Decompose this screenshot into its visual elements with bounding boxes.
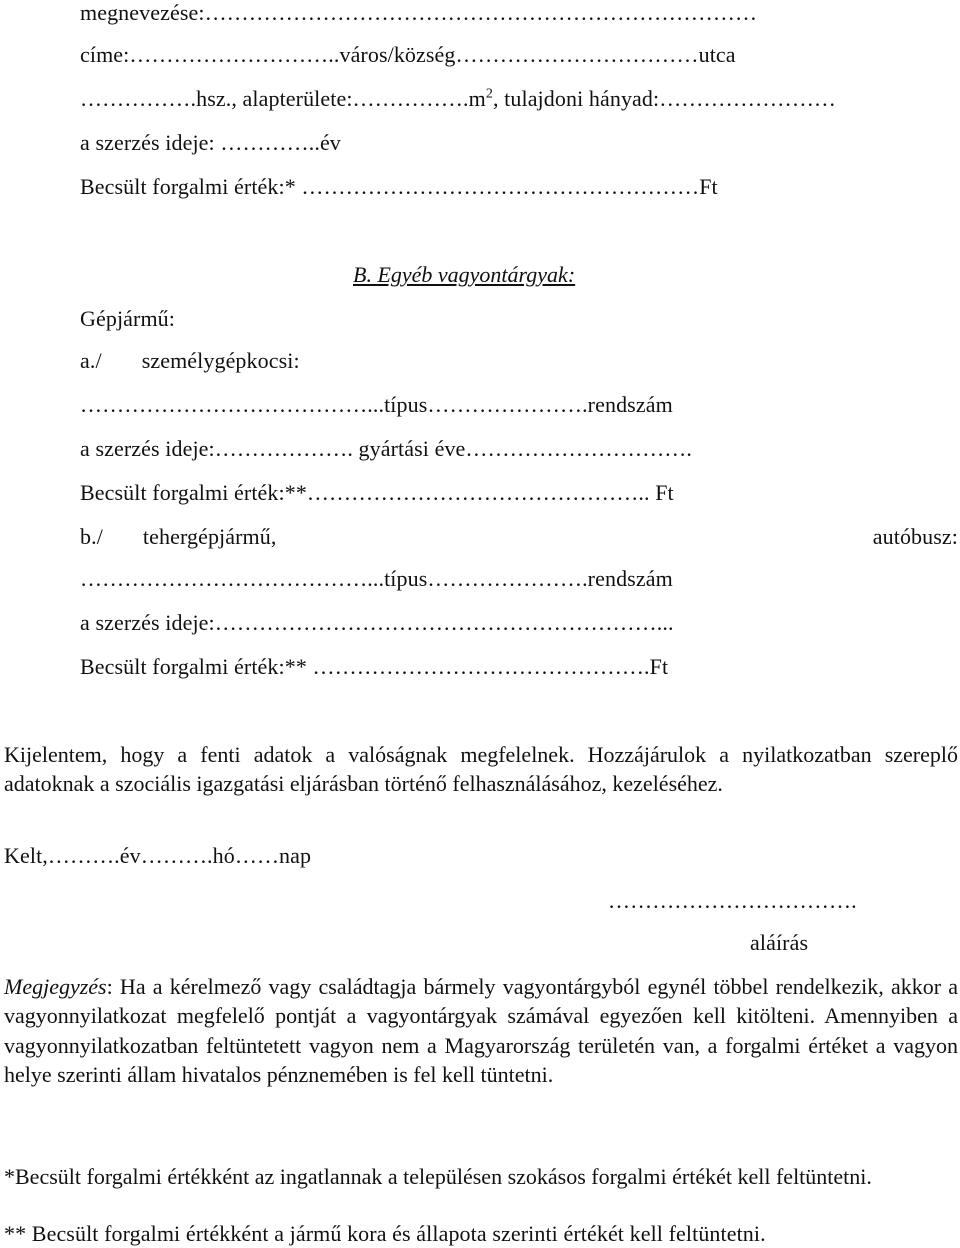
signature-label: aláírás	[750, 930, 809, 955]
area-unit-superscript: 2	[485, 86, 493, 102]
car-value-line: Becsült forgalmi érték:**……………………………………….. Ft	[80, 480, 674, 505]
bus-label: autóbusz:	[872, 524, 958, 549]
car-label: személygépkocsi:	[141, 348, 300, 373]
property-address-line: címe:………………………..város/község……………………………utca	[80, 42, 736, 67]
car-acquisition-line: a szerzés ideje:………………. gyártási éve………………………….	[80, 436, 693, 461]
truck-label: tehergépjármű,	[142, 524, 277, 549]
footnote-one-star: *Becsült forgalmi értékként az ingatlannak a településen szokásos forgalmi értékét kell feltüntetni.	[4, 1164, 872, 1189]
truck-value-line: Becsült forgalmi érték:** ……………………………………….Ft	[80, 654, 669, 679]
note-paragraph	[4, 972, 958, 1090]
area-prefix: …………….hsz., alapterülete:…………….m	[80, 86, 486, 111]
note-label: Megjegyzés	[4, 974, 107, 999]
property-name-line: megnevezése:…………………………………………………………………	[80, 0, 758, 25]
date-line: Kelt,……….év……….hó……nap	[4, 843, 312, 868]
property-acquisition-line: a szerzés ideje: …………..év	[80, 130, 341, 155]
truck-acquisition-line: a szerzés ideje:……………………………………………………...	[80, 610, 674, 635]
truck-heading-left	[80, 524, 276, 550]
vehicle-label: Gépjármű:	[80, 306, 175, 331]
note-text: : Ha a kérelmező vagy családtagja bármely vagyontárgyból egynél többel rendelkezik, akkor a vagyonnyilatkozat megfelelő pontját a vagyontárgyak számával egyezően kell kitölteni. Amennyiben a vagyonnyilatkozatban feltüntetett vagyon nem a Magyarország területén van, a forgalmi értéket a vagyon helye szerinti állam hivatalos pénznemében is fel kell tüntetni.	[4, 974, 958, 1088]
signature-line: …………………………….	[608, 888, 857, 913]
footnote-two-star: ** Becsült forgalmi értékként a jármű kora és állapota szerinti értékét kell feltüntetni.	[4, 1221, 766, 1246]
property-value-line: Becsült forgalmi érték:* ………………………………………………Ft	[80, 174, 718, 199]
truck-marker: b./	[80, 524, 103, 549]
section-b-heading: B. Egyéb vagyontárgyak:	[353, 262, 576, 287]
property-area-line	[80, 86, 836, 112]
ownership-share: , tulajdoni hányad:……………………	[492, 86, 837, 111]
truck-type-line: …………………………………...típus………………….rendszám	[80, 566, 673, 591]
car-heading	[80, 348, 300, 374]
car-marker: a./	[80, 348, 102, 373]
truck-heading	[80, 524, 958, 550]
car-type-line: …………………………………...típus………………….rendszám	[80, 392, 673, 417]
declaration-paragraph: Kijelentem, hogy a fenti adatok a valóságnak megfelelnek. Hozzájárulok a nyilatkozatban szereplő adatoknak a szociális igazgatási eljárásban történő felhasználásához, kezeléséhez.	[4, 742, 958, 797]
